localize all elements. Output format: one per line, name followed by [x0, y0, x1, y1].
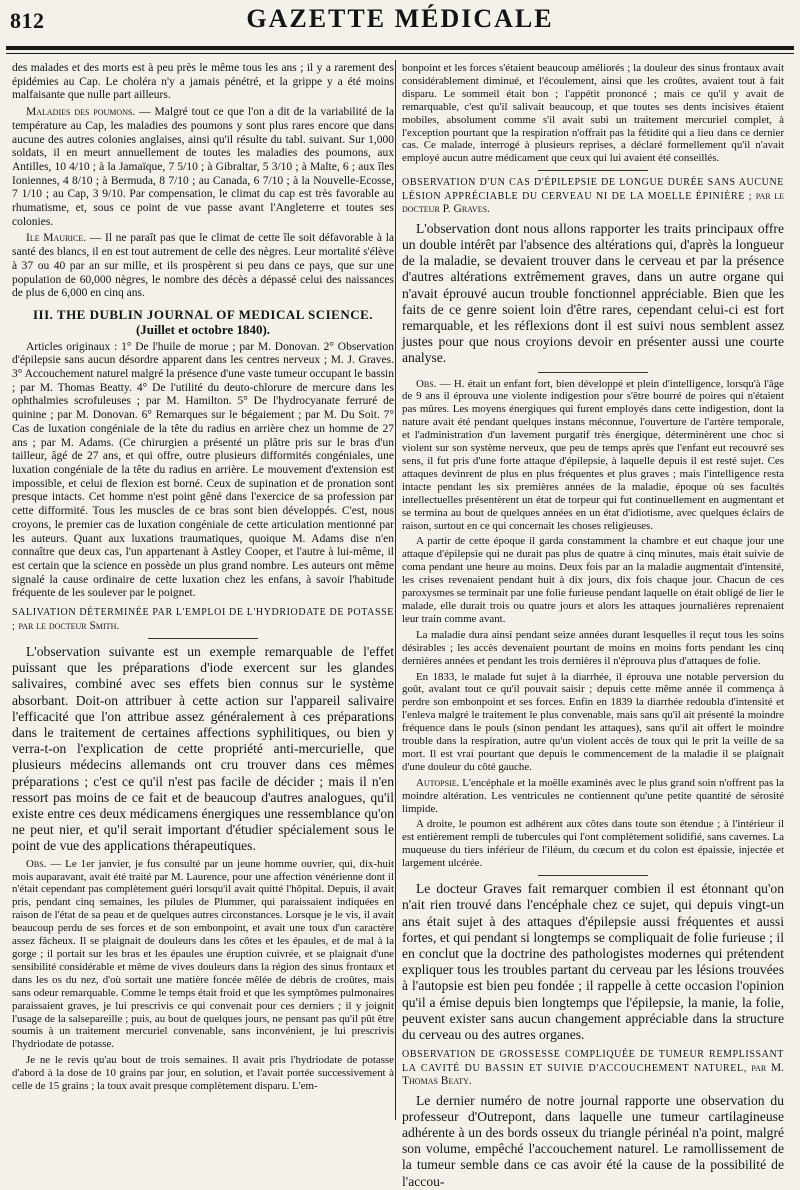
observation-title: SALIVATION DÉTERMINÉE PAR L'EMPLOI DE L'HYDRIODATE DE POTASSE ; par le docteur Smith.: [12, 607, 394, 632]
paragraph: Le dernier numéro de notre journal rapporte une observation du professeur d'Outrepont, dans laquelle une tumeur cartilagineuse adhérente à un des bords osseux du triangle périnéal n'a point, malgré son volume, empêché l'accouchement naturel. Le ramollissement de la tumeur semble dans ce cas avoir été la cause de la possibilité de l'accou-: [402, 1092, 784, 1189]
divider: [538, 170, 648, 171]
paragraph: des malades et des morts est à peu près le même tous les ans ; il y a rarement des épidémies au Cap. Le choléra n'y a jamais pénétré, et la grippe y a été moins malfaisante que nulle part ailleurs.: [12, 62, 394, 102]
paragraph: Autopsie. L'encéphale et la moëlle examinés avec le plus grand soin n'offrent pas la moindre altération. Les ventricules ne contiennent qu'une petite quantité de sérosité limpide.: [402, 776, 784, 815]
run-in-label: Obs.: [416, 377, 437, 390]
paragraph: Le docteur Graves fait remarquer combien il est étonnant qu'on n'ait rien trouvé dans l'encéphale chez ce sujet, qui depuis vingt-un ans était sujet à des attaques d'épilepsie aussi fréquentes et aussi fortes, et qui pendant si longtemps se compliquait de folie furieuse ; il en conclut que la doctrine des pathologistes modernes qui prétendent expliquer tous les troubles partant du cerveau par les lésions trouvées à l'autopsie est bien peu fondée ; il rappelle à cette occasion l'opinion qu'il a émise depuis bien longtemps que l'épilepsie, la manie, la folie, peuvent exister sans aucun changement appréciable dans la structure du cerveau ou des autres organes.: [402, 881, 784, 1042]
divider: [148, 638, 258, 639]
page-number: 812: [10, 8, 45, 33]
header-rule-thin: [6, 53, 794, 54]
section-heading: III. THE DUBLIN JOURNAL OF MEDICAL SCIENCE.: [32, 306, 374, 322]
paragraph: Articles originaux : 1° De l'huile de morue ; par M. Donovan. 2° Observation d'épilepsie sans aucun désordre apparent dans les centres nerveux ; M. J. Graves. 3° Accouchement naturel malgré la présence d'une vaste tumeur occupant le bassin ; par M. Thomas Beatty. 4° De l'utilité du deuto-chlorure de mercure dans les ophthalmies scrofuleuses ; par M. Hamilton. 5° De l'hydrocyanate ferruré de quinine ; par M. Donovan. 6° Remarques sur le bégaiement ; par M. Du Soit. 7° Cas de luxation congéniale de la tête du radius en arrière chez un homme de 27 ans ; par M. Adams. (Ce chirurgien a présenté un plâtre pris sur le bras d'un tailleur, âgé de 27 ans, et qui offre, outre plusieurs difformités congéniales, une luxation congéniale de la tête du radius en arrière. Le mouvement d'extension est impossible, et celui de flexion est borné. Ceux de supination et de pronation sont presque intacts. Cet homme n'est point gêné dans l'exercice de sa profession par cette difformité. Tous les muscles de ce bras sont bien développés. C'est, nous croyons, le premier cas de luxation congéniale de cette articulation mentionné par les auteurs. Quant aux luxations traumatiques, quoique M. Adams dise n'en connaître que deux cas, l'un appartenant à Astley Cooper, et l'autre à lui-même, il est certain que la science en possède un plus grand nombre. Les auteurs ont même signalé la cause ordinaire de cette luxation chez les enfans, à savoir l'habitude fréquente de les soulever par le poignet.: [12, 340, 394, 600]
run-in-label: Autopsie.: [416, 776, 460, 789]
paragraph: L'observation suivante est un exemple remarquable de l'effet puissant que les préparations d'iode exercent sur les glandes salivaires, combiné avec ses effets bien connus sur le système absorbant. Doit-on attribuer à cette action sur l'appareil salivaire l'efficacité que l'on attribue assez généralement à ces préparations dans le traitement de certaines affections syphilitiques, ou bien y verra-t-on l'explication de cette propriété anti-mercurielle, que plusieurs médecins allemands ont cru trouver dans ces mêmes préparations ; c'est ce qu'il n'est pas facile de décider ; mais il n'en ressort pas moins de ce fait et de beaucoup d'autres analogues, qu'il existe entre ces deux médicamens énergiques une ressemblance qu'on ne peut nier, et qu'il serait important d'étudier spécialement sous le point de vue des applications thérapeutiques.: [12, 644, 394, 854]
section-subheading: (Juillet et octobre 1840).: [135, 321, 271, 337]
paragraph: bonpoint et les forces s'étaient beaucoup améliorés ; la douleur des sinus frontaux avait considérablement diminué, et l'écoulement, ainsi que les croûtes, avaient tout à fait disparu. Le sommeil était bon ; l'appétit prononcé ; mais ce qu'il y avait de remarquable, c'est qu'il salivait beaucoup, et que toutes ses dents incisives étaient mobiles, absolument comme s'il avait subi un traitement mercuriel complet, à l'exception pourtant que la respiration n'offrait pas la fétidité qui a lieu dans ce dernier cas. Ce malade, interrogé à plusieurs reprises, a déclaré formellement qu'il n'avait employé aucun autre médicament que ceux qui lui avaient été conseillés.: [402, 62, 784, 165]
observation-title: OBSERVATION D'UN CAS D'ÉPILEPSIE DE LONGUE DURÉE SANS AUCUNE LÉSION APPRÉCIABLE DU CERVEAU NI DE LA MOELLE ÉPINIÈRE ; par le docteur P. Graves.: [402, 177, 784, 216]
paragraph: Maladies des poumons. — Malgré tout ce que l'on a dit de la variabilité de la température au Cap, les maladies des poumons y sont plus rares encore que dans aucune des autres colonies anglaises, ainsi qu'il résulte du tabl. suivant. Sur 1,000 soldats, il en meurt annuellement de toutes les maladies des poumons, aux Antilles, 10 4/10 ; à la Jamaïque, 7 5/10 ; à Gibraltar, 5 3/10 ; à Malte, 6 ; aux îles Ioniennes, 4 8/10 ; à Bermuda, 8 7/10 ; au Canada, 6 7/10 ; à la Nouvelle-Ecosse, 7 1/10 ; au Cap, 3 9/10. Par compensation, le climat du cap est très favorable au rhumatisme, et, sous ce point de vue passe avant l'Angleterre et toutes ses colonies.: [12, 106, 394, 228]
masthead-title: GAZETTE MÉDICALE: [246, 4, 554, 33]
paragraph: A droite, le poumon est adhérent aux côtes dans toute son étendue ; à l'intérieur il est entièrement rempli de tubercules qui l'ont complètement solidifié, sans cavernes. La muqueuse du tiers inférieur de l'iléum, du cœcum et du colon est épaissie, injectée et largement ulcérée.: [402, 818, 784, 870]
divider: [538, 875, 648, 876]
header-rule: [6, 46, 794, 50]
paragraph: La maladie dura ainsi pendant seize années durant lesquelles il reçut tous les soins désirables ; les accès devenaient pourtant de moins en moins forts pendant les cinq dernières années et pendant les trois dernières il n'éprouva plus d'attaques de folie.: [402, 628, 784, 667]
right-column: [402, 62, 784, 1189]
paragraph: A partir de cette époque il garda constamment la chambre et eut chaque jour une attaque d'épilepsie qui ne durait pas plus de quatre à cinq minutes, mais était suivie de coma pendant une heure au moins. Deux fois par an la maladie augmentait d'intensité, les crises revenaient pendant huit à dix jours, dix fois chaque jour. Chacun de ces paroxysmes se terminait par une folie furieuse pendant laquelle on était obligé de lier le malade, elle durait trois ou quatre jours et alors les attaques journalières reprenaient leur train comme avant.: [402, 535, 784, 625]
divider: [538, 372, 648, 373]
run-in-label: Maladies des poumons.: [26, 106, 136, 119]
column-divider: [395, 60, 396, 1120]
paragraph: En 1833, le malade fut sujet à la diarrhée, il éprouva une notable perversion du goût, avalant tout ce qu'il pouvait saisir ; depuis cette même année il commença à perdre son embonpoint et ses forces. Enfin en 1839 la diarrhée redoubla d'intensité et l'enleva malgré le traitement le plus convenable, mais sans qu'il ait présenté la moindre fréquence dans le pouls (sinon pendant les attaques), sans qu'il ait offert le moindre trouble dans la respiration, autre qu'un violent accès de toux qui le prit la veille de sa mort. Il est vrai pourtant que depuis le commencement de la maladie il se plaignait d'une douleur du côté gauche.: [402, 670, 784, 773]
paragraph: L'observation dont nous allons rapporter les traits principaux offre un double intérêt par l'absence des altérations qui, d'après la longueur de la maladie, se devaient trouver dans le cerveau et par la présence d'autres altérations extrêmement graves, dans un autre organe qui n'avait éprouvé aucun trouble fonctionnel appréciable. Bien que les faits de ce genre soient loin d'être rares, cependant celui-ci est fort remarquable, et les réflexions dont il est suivi nous semblent assez justes pour que nous croyions devoir en présenter aussi une courte analyse.: [402, 220, 784, 366]
paragraph: Obs. — H. était un enfant fort, bien développé et plein d'intelligence, lorsqu'à l'âge de 9 ans il éprouva une violente indigestion pour s'être bourré de poires qui n'étaient pas mûres. Les moyens énergiques qui furent employés dans cette indigestion, dont la nature avait été pendant quelques instans méconnue, l'ouverture de l'artère temporale, et l'administration d'un lavement purgatif très énergique, déterminèrent une choc si violent sur son système nerveux, que peu de temps après que l'enfant eut recouvré ses sens, il fut pris d'une forte attaque d'épilepsie, à laquelle depuis il est resté sujet. Ces attaques devinrent de plus en plus fréquentes et plus graves ; mais l'intelligence resta intacte pendant les six premières années de la maladie, époque où ses facultés intellectuelles présentèrent un état de torpeur qui fut continuellement en augmentant et se termina au bout de quelques années en un état d'idiotisme, avec quelques éclairs de raison, surtout en ce qui concernait les choses religieuses.: [402, 377, 784, 532]
observation-title: OBSERVATION DE GROSSESSE COMPLIQUÉE DE TUMEUR REMPLISSANT LA CAVITÉ DU BASSIN ET SUIVIE D'ACCOUCHEMENT NATUREL, par M. Thomas Beaty.: [402, 1049, 784, 1088]
paragraph: Je ne le revis qu'au bout de trois semaines. Il avait pris l'hydriodate de potasse d'abord à la dose de 10 grains par jour, en solution, et l'avait portée successivement à celle de 15 grains ; la toux avait presque complètement disparu. L'em-: [12, 1054, 394, 1093]
paragraph: Obs. — Le 1er janvier, je fus consulté par un jeune homme ouvrier, qui, dix-huit mois auparavant, avait été traité par M. Laurence, pour une affection vénérienne dont il n'était cependant pas complètement guéri lorsqu'il avait quitté l'hôpital. Depuis, il avait pris, pendant cinq semaines, les pilules de Plummer, qui paraissaient indiquées en raison de l'état de sa peau et de quelques autres circonstances. Lorsque je le vis, il avait beaucoup perdu de ses forces et de son embonpoint, et avait une toux d'un caractère assez fâcheux. Il se plaignait de douleurs dans les côtes et les épaules, et de mal à la gorge ; il portait sur les bras et les épaules une éruption cuivrée, et se plaignait d'une sensibilité considérable et même de vives douleurs dans la région des sinus frontaux et dans les os du nez, d'où sortait une matière foncée mêlée de débris de croûtes, mais sans odeur remarquable. Comme le temps était froid et que les symptômes pulmonaires paraissaient graves, je lui prescrivis ce qui convenait pour ces derniers ; il y joignit l'usage de la salsepareille ; puis, au bout de quelques jours, ne pensant pas qu'il pût être soumis à un traitement mercuriel convenable, sans inconvénient, je lui prescrivis l'hydriodate de potasse.: [12, 857, 394, 1051]
run-in-label: Ile Maurice.: [26, 232, 87, 245]
paragraph: Ile Maurice. — Il ne paraît pas que le climat de cette île soit défavorable à la santé des blancs, il en est tout autrement de celle des nègres. Leur mortalité s'élève à 37 ou 40 par an sur mille, et ils prospèrent si peu dans ce pays, que sur une population de 60,000 nègres, le nombre des décès a dépassé celui des naissances de plus de 6,000 en cinq ans.: [12, 232, 395, 300]
run-in-label: Obs.: [26, 857, 47, 870]
left-column: [12, 62, 394, 1120]
